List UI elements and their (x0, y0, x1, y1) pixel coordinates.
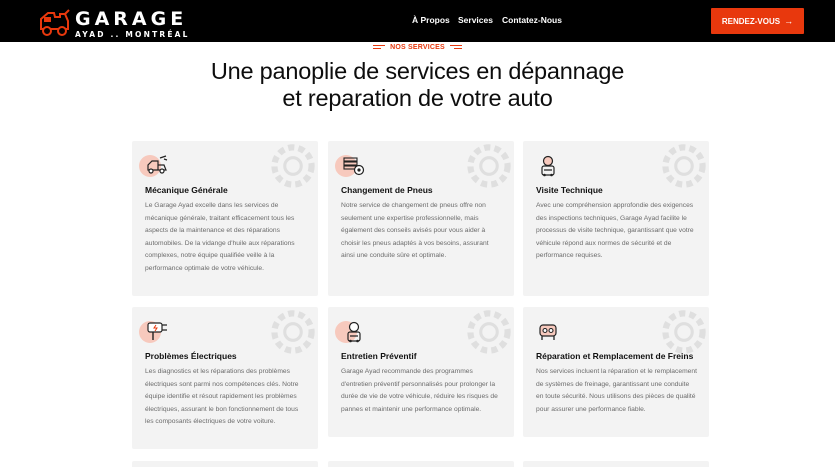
gear-watermark-icon (262, 141, 318, 197)
nav-item-contact[interactable]: Contatez-Nous (502, 15, 562, 25)
service-title: Visite Technique (536, 185, 603, 195)
service-description: Nos services incluent la réparation et le remplacement de systèmes de freinage, garantissant une conduite en toute sécurité. Nous utilisons des pièces de qualité pour assurer une performance fiable. (536, 368, 697, 413)
tow-truck-icon (144, 153, 170, 179)
brand-logo[interactable] (38, 8, 198, 40)
icon-container (338, 153, 364, 179)
service-card-electriques[interactable] (132, 307, 318, 449)
headline-line-1: Une panoplie de services en dépannage (210, 58, 625, 84)
service-title: Mécanique Générale (145, 185, 228, 195)
service-card-mecanique[interactable] (132, 141, 318, 296)
rendez-vous-label: RENDEZ-VOUS (721, 16, 781, 26)
service-title: Réparation et Remplacement de Freins (536, 351, 694, 361)
gear-watermark-icon (458, 141, 514, 197)
tire-change-icon (340, 153, 366, 179)
service-card-partial (328, 461, 514, 467)
rendez-vous-button[interactable] (711, 8, 804, 34)
brand-title: GARAGE (75, 7, 188, 30)
electrical-plug-icon (144, 319, 170, 345)
site-header (0, 0, 835, 42)
arrow-right-icon: → (784, 16, 794, 26)
section-headline (0, 58, 835, 112)
gear-watermark-icon (653, 141, 709, 197)
service-description: Le Garage Ayad excelle dans les services de mécanique générale, traitant efficacement tous les aspects de la maintenance et des réparations automobiles. De la vidange d'huile aux réparations complexes, notre équipe qualifiée veille à la performance optimale de votre véhicule. (145, 202, 295, 272)
service-title: Problèmes Électriques (145, 351, 237, 361)
service-card-freins[interactable] (523, 307, 709, 437)
brake-repair-icon (535, 319, 561, 345)
section-eyebrow (0, 44, 835, 51)
service-title: Entretien Préventif (341, 351, 417, 361)
eyebrow-dash-right (450, 45, 462, 50)
icon-container (533, 319, 559, 345)
nav-item-services[interactable]: Services (458, 15, 493, 25)
inspection-icon (535, 153, 561, 179)
service-description: Notre service de changement de pneus offre non seulement une expertise professionnelle, mais également des conseils avisés pour vous aider à choisir les pneus adaptés à vos besoins, assurant ainsi une conduite sûre et optimale. (341, 202, 489, 259)
brand-subtitle: AYAD .. MONTRÉAL (75, 29, 190, 39)
icon-container (338, 319, 364, 345)
preventive-maintenance-icon (340, 319, 366, 345)
service-title: Changement de Pneus (341, 185, 433, 195)
nav-item-a-propos[interactable]: À Propos (412, 15, 450, 25)
service-description: Les diagnostics et les réparations des problèmes électriques sont parmi nos compétences clés. Notre équipe identifie et résout rapidement les problèmes électriques, assurant le bon fonctionnement de tous les composants électriques de votre voiture. (145, 368, 299, 425)
service-description: Avec une compréhension approfondie des exigences des inspections techniques, Garage Ayad facilite le processus de visite technique, garantissant que votre véhicule répond aux normes de sécurité et de performance requises. (536, 202, 694, 259)
headline-line-2: et reparation de votre auto (282, 85, 553, 111)
service-card-pneus[interactable] (328, 141, 514, 296)
main-nav (412, 15, 562, 25)
icon-container (142, 153, 168, 179)
icon-container (533, 153, 559, 179)
service-card-visite[interactable] (523, 141, 709, 296)
gear-watermark-icon (262, 307, 318, 363)
service-card-entretien[interactable] (328, 307, 514, 437)
service-card-partial (132, 461, 318, 467)
eyebrow-label: NOS SERVICES (390, 44, 445, 51)
service-description: Garage Ayad recommande des programmes d'entretien préventif personnalisés pour prolonger la durée de vie de votre véhicule, réduire les risques de pannes et maintenir une performance optimale. (341, 368, 498, 413)
service-card-partial (523, 461, 709, 467)
icon-container (142, 319, 168, 345)
truck-logo-icon (38, 9, 71, 39)
eyebrow-dash-left (373, 45, 385, 50)
gear-watermark-icon (458, 307, 514, 363)
